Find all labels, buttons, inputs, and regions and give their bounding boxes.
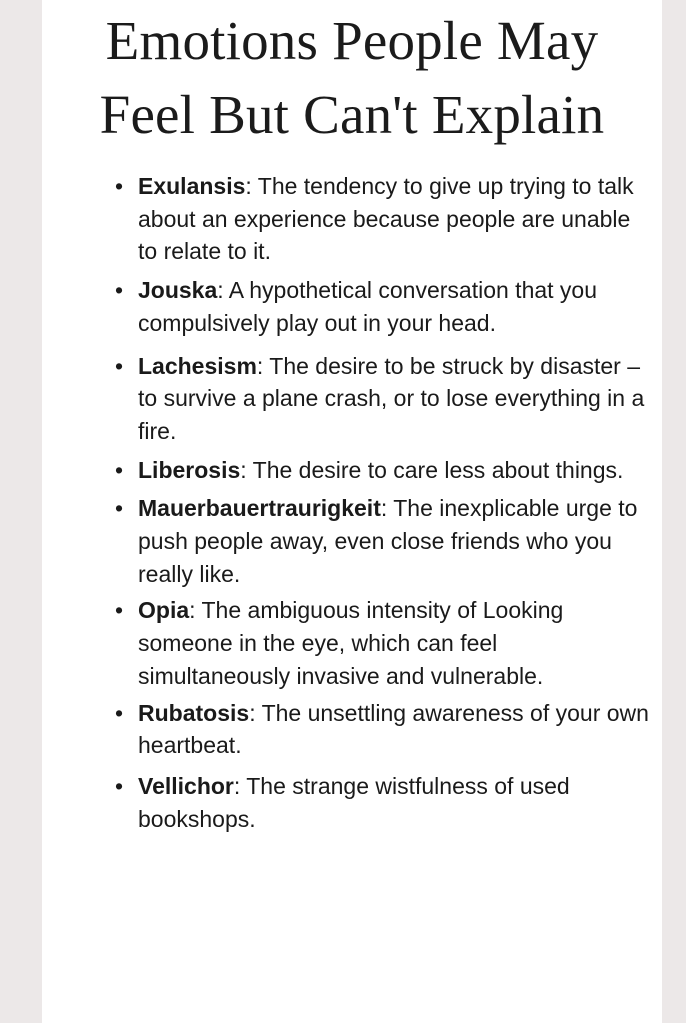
term-word: Liberosis bbox=[138, 456, 241, 483]
term-definition: The inexplicable urge to push people away, even close friends who you really like. bbox=[138, 495, 638, 587]
term-word: Rubatosis bbox=[138, 699, 250, 726]
bullet-icon: • bbox=[115, 352, 124, 379]
term-definition: The tendency to give up trying to talk about an experience because people are unable to relate to it. bbox=[138, 173, 634, 265]
term-item-vellichor: • Vellichor: The strange wistfulness of used bookshops. bbox=[115, 770, 655, 835]
bullet-icon: • bbox=[115, 772, 124, 799]
bullet-icon: • bbox=[115, 597, 124, 624]
term-item-lachesism: • Lachesism: The desire to be struck by disaster – to survive a plane crash, or to lose everything in a fire. bbox=[115, 350, 655, 448]
bullet-icon: • bbox=[115, 456, 124, 483]
bullet-icon: • bbox=[115, 277, 124, 304]
bullet-icon: • bbox=[115, 173, 124, 199]
term-item-liberosis: • Liberosis: The desire to care less about things. bbox=[115, 454, 655, 487]
term-word: Jouska bbox=[138, 277, 218, 304]
term-definition: The desire to be struck by disaster – to survive a plane crash, or to lose everything in a fire. bbox=[138, 352, 645, 444]
term-definition: The desire to care less about things. bbox=[252, 456, 624, 483]
bullet-icon: • bbox=[115, 699, 124, 726]
term-definition: The unsettling awareness of your own heartbeat. bbox=[138, 699, 649, 759]
term-definition: The ambiguous intensity of Looking someone in the eye, which can feel simultaneously invasive and vulnerable. bbox=[138, 597, 564, 689]
term-definition: The strange wistfulness of used bookshops. bbox=[138, 772, 570, 832]
term-item-opia: • Opia: The ambiguous intensity of Looking someone in the eye, which can feel simultaneously invasive and vulnerable. bbox=[115, 594, 655, 692]
title-line-1: Emotions People May bbox=[105, 10, 599, 71]
term-word: Lachesism bbox=[138, 352, 257, 379]
bullet-icon: • bbox=[115, 495, 124, 522]
terms-list bbox=[115, 170, 655, 835]
content-card bbox=[42, 0, 662, 1023]
term-word: Mauerbauertraurigkeit bbox=[138, 495, 381, 522]
term-word: Exulansis bbox=[138, 173, 246, 199]
term-definition: A hypothetical conversation that you compulsively play out in your head. bbox=[138, 277, 598, 336]
term-item-exulansis: • Exulansis: The tendency to give up trying to talk about an experience because people are unable to relate to it. bbox=[115, 170, 655, 268]
term-word: Vellichor bbox=[138, 772, 234, 799]
term-item-mauerbauertraurigkeit: • Mauerbauertraurigkeit: The inexplicable urge to push people away, even close friends who you really like. bbox=[115, 492, 655, 590]
page-title bbox=[42, 4, 662, 152]
term-item-jouska: • Jouska: A hypothetical conversation that you compulsively play out in your head. bbox=[115, 274, 655, 339]
term-word: Opia bbox=[138, 597, 190, 624]
term-item-rubatosis: • Rubatosis: The unsettling awareness of your own heartbeat. bbox=[115, 697, 655, 762]
title-line-2: Feel But Can't Explain bbox=[99, 84, 605, 145]
